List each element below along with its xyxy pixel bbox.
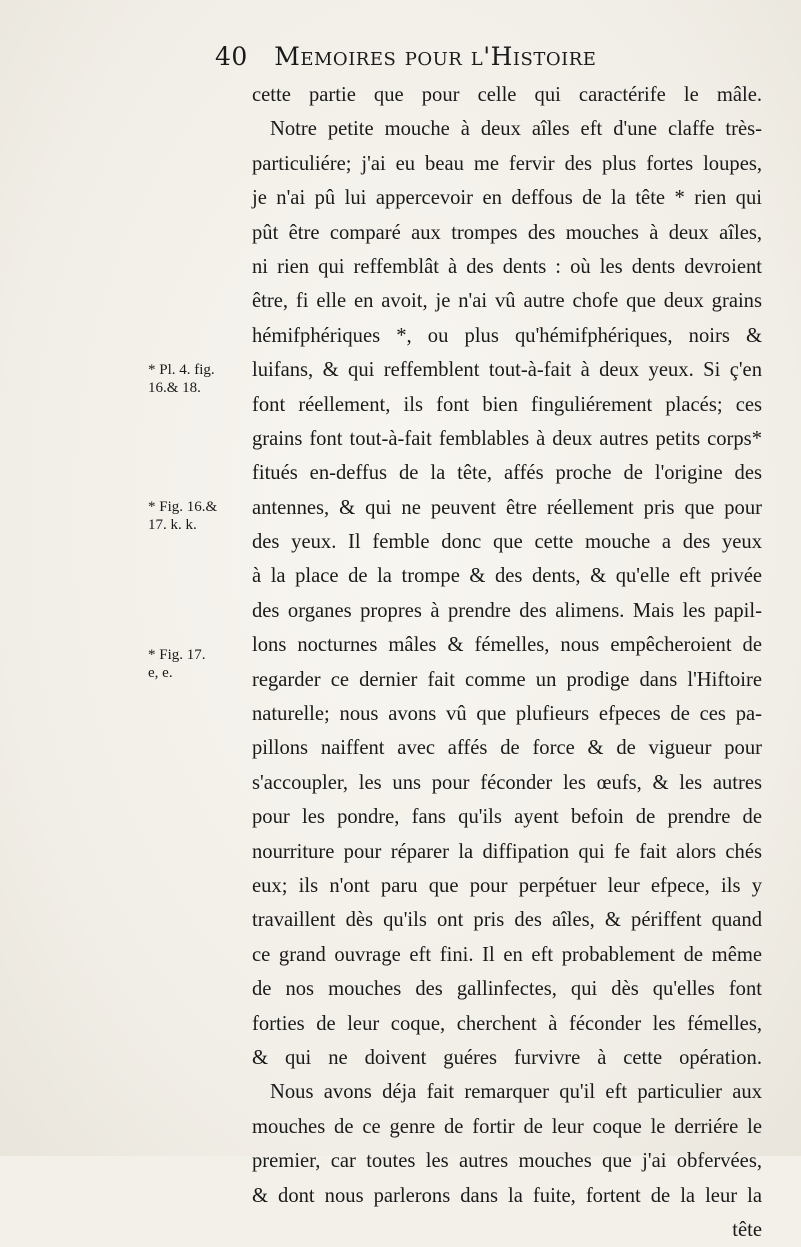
margin-note: * Pl. 4. fig. 16.& 18.	[148, 362, 215, 396]
text-line: regarder ce dernier fait comme un prodige dans l'Hiftoire	[252, 668, 762, 691]
text-line: luifans, & qui reffemblent tout-à-fait à deux yeux. Si ç'en	[252, 359, 762, 382]
text-line: forties de leur coque, cherchent à féconder les fémelles,	[252, 1012, 762, 1035]
text-line: à la place de la trompe & des dents, & qu'elle eft privée	[252, 565, 762, 588]
text-line: font réellement, ils font bien finguliérement placés; ces	[252, 393, 762, 416]
margin-note: * Fig. 16.& 17. k. k.	[148, 499, 218, 533]
text-line: nourriture pour réparer la diffipation qui fe fait alors chés	[252, 840, 762, 863]
text-line: de nos mouches des gallinfectes, qui dès qu'elles font	[252, 978, 762, 1001]
text-line: cette partie que pour celle qui caractérife le mâle.	[252, 84, 762, 106]
text-line: Nous avons déja fait remarquer qu'il eft particulier aux	[270, 1081, 762, 1104]
text-line: & qui ne doivent guéres furvivre à cette opération.	[252, 1046, 762, 1069]
page-header	[215, 42, 755, 78]
text-line: grains font tout-à-fait femblables à deux autres petits corps*	[252, 427, 762, 450]
text-line: eux; ils n'ont paru que pour perpétuer leur efpece, ils y	[252, 874, 762, 897]
text-line: être, fi elle en avoit, je n'ai vû autre chofe que deux grains	[252, 290, 762, 313]
text-line: antennes, & qui ne peuvent être réellement pris que pour	[252, 496, 762, 519]
text-line: ce grand ouvrage eft fini. Il en eft probablement de même	[252, 943, 762, 966]
text-line: pour les pondre, fans qu'ils ayent befoin de prendre de	[252, 806, 762, 829]
text-line: particuliére; j'ai eu beau me fervir des plus fortes loupes,	[252, 152, 762, 175]
running-title: Memoires pour l'Histoire	[274, 42, 597, 71]
text-line: fitués en-deffus de la tête, affés proche de l'origine des	[252, 462, 762, 485]
text-line: des yeux. Il femble donc que cette mouche a des yeux	[252, 531, 762, 554]
text-line: travaillent dès qu'ils ont pris des aîles, & périffent quand	[252, 909, 762, 932]
catchword: tête	[732, 1218, 762, 1241]
text-line: naturelle; nous avons vû que plufieurs efpeces de ces pa-	[252, 703, 762, 726]
text-line: mouches de ce genre de fortir de leur coque le derriére le	[252, 1115, 762, 1138]
text-line: pût être comparé aux trompes des mouches à deux aîles,	[252, 221, 762, 244]
text-line: & dont nous parlerons dans la fuite, fortent de la leur la	[252, 1184, 762, 1207]
text-line: premier, car toutes les autres mouches que j'ai obfervées,	[252, 1150, 762, 1173]
text-line: ni rien qui reffemblât à des dents : où les dents devroient	[252, 255, 762, 278]
text-line: pillons naiffent avec affés de force & de vigueur pour	[252, 737, 762, 760]
text-line: s'accoupler, les uns pour féconder les œufs, & les autres	[252, 771, 762, 794]
body-text	[252, 78, 762, 1247]
text-line: lons nocturnes mâles & fémelles, nous empêcheroient de	[252, 634, 762, 657]
page-number: 40	[215, 42, 248, 71]
text-line: je n'ai pû lui appercevoir en deffous de la tête * rien qui	[252, 187, 762, 210]
margin-note: * Fig. 17. e, e.	[148, 647, 206, 681]
text-line: hémifphériques *, ou plus qu'hémifphériques, noirs &	[252, 324, 762, 347]
text-line: des organes propres à prendre des alimens. Mais les papil-	[252, 599, 762, 622]
text-line: Notre petite mouche à deux aîles eft d'une claffe très-	[270, 118, 762, 141]
